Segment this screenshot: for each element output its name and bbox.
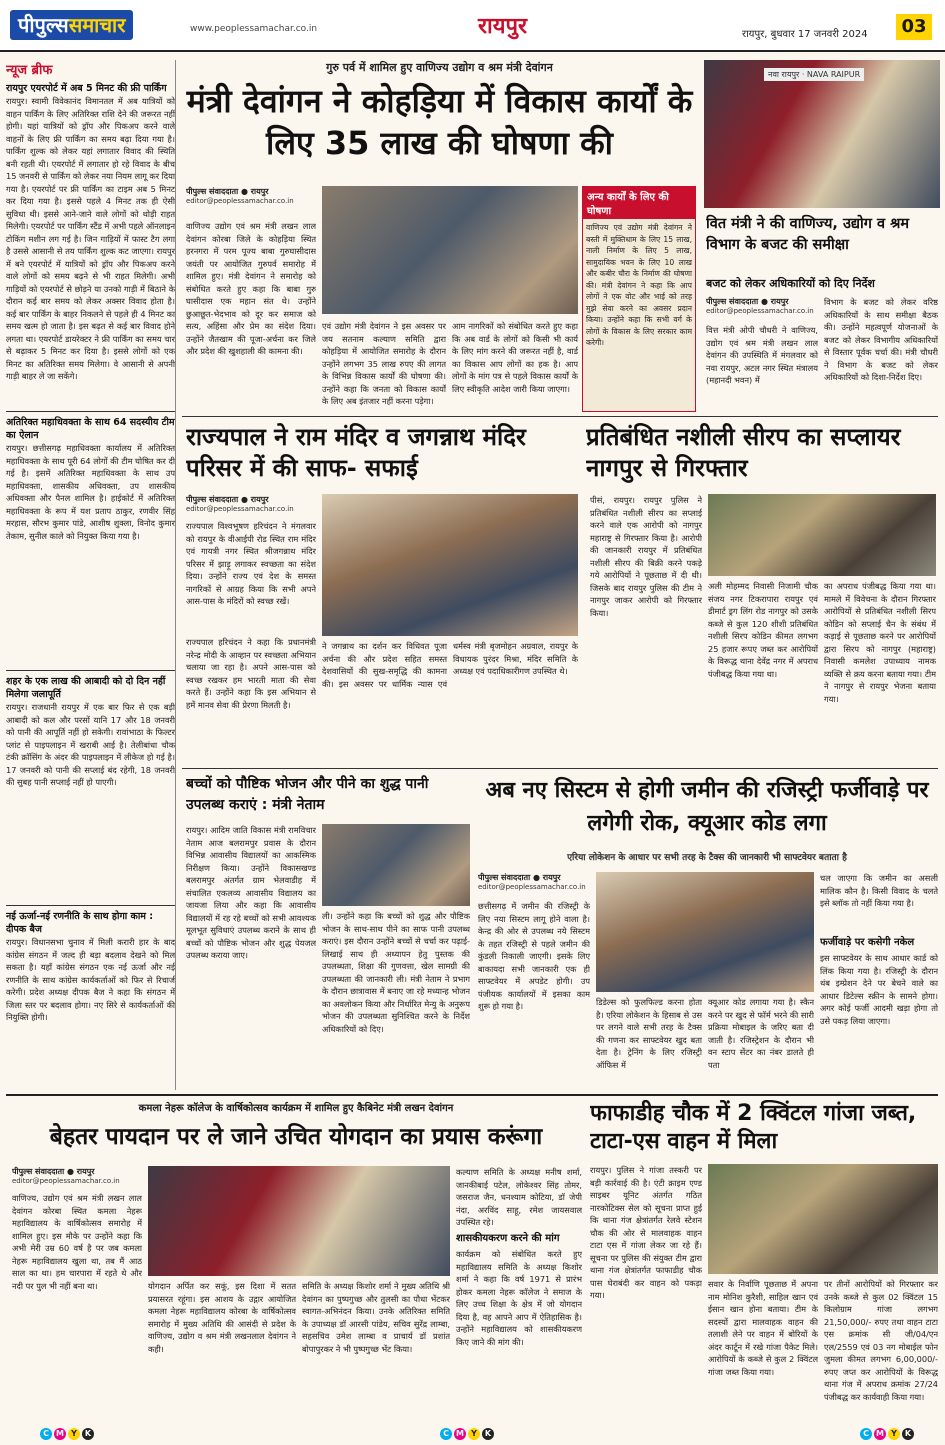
syrup-column-1: पीसं, रायपुर। रायपुर पुलिस ने प्रतिबंधित नशीली सीरप का सप्लाई करने वाले एक आरोपी को नागपुर महाराष्ट्र से गिरफ्तार किया है। आरोपी की जानकारी रायपुर में प्रतिबंधित नशीली सीरप की बिक्री करने पकड़े गये आरोपियों ने पूछताछ में दी थी। जिसके बाद रायपुर पुलिस की टीम ने नागपुर जाकर आरोपी को गिरफ्तार किया।: [590, 495, 702, 618]
lead-sidebox-body: वाणिज्य एवं उद्योग मंत्री देवांगन ने बस्ती में मुक्तिधाम के लिए 15 लाख, नाली निर्माण के लिए 5 लाख, सामुदायिक भवन के लिए 10 लाख और कबीर चौरा के निर्माण की घोषणा की। मंत्री देवांगन ने कहा कि आप लोगों ने एक वोट और भाई को तरह मुझे सेवा करने का अवसर प्रदान किया। उन्होंने कहा कि सभी वर्ग के लोगों के विकास के लिए सरकार काम करेगी।: [586, 223, 692, 347]
lead-sidebox: [582, 186, 696, 412]
college-photo: [148, 1166, 450, 1276]
lead-column-2: एवं उद्योग मंत्री देवांगन ने इस अवसर पर जय सतनाम कल्याण समिति द्वारा कोहड़िया में आयोजित समारोह के दौरान उन्होंने लगभग 35 लाख रुपए की लागत के विभिन्न विकास कार्यों की घोषणा की। उन्होंने कहा कि जनता को विकास कार्यों के लिए अब इंतजार नहीं करना पड़ेगा।: [322, 321, 446, 406]
yellow-mark: Y: [68, 1428, 80, 1440]
news-brief-label: न्यूज ब्रीफ: [6, 63, 53, 78]
divider: [182, 768, 938, 769]
cmyk-marks-left: [40, 1428, 94, 1440]
finance-photo: [704, 60, 940, 208]
lead-sidebox-title: अन्य कार्यों के लिए की घोषणा: [583, 187, 695, 219]
syrup-photo: [708, 494, 936, 576]
ganja-column-2: सवार के निर्वाणि पूछताछ में अपना नाम मोनिश कुरैशी, साहिल खान एवं ईसान खान होना बताया। टीम के सदस्यों द्वारा मालवाहक वाहन की तलाशी लेने पर वाहन में बोरियों के अंदर कार्टून में रखे गांजा पैकेट मिले। आरोपियों के कब्जे से कुल 2 क्विंटल गांजा जब्त किया गया।: [708, 1279, 818, 1377]
cmyk-marks-center: [440, 1428, 494, 1440]
brief-body-4: रायपुर। विधानसभा चुनाव में मिली करारी हार के बाद कांग्रेस संगठन में जल्द ही बड़ा बदलाव देखने को मिल सकता है। यहाँ कांग्रेस संगठन एक नई ऊर्जा और नई रणनीति के साथ कांग्रेस कार्यकर्ताओं को फिर से रिचार्ज करेगी। प्रदेश अध्यक्ष दीपक बैज ने कहा कि संगठन में जिला स्तर पर बदलाव होगा। नए सिरे से कार्यकर्ताओं की नियुक्ति होगी।: [6, 937, 175, 1022]
divider: [182, 416, 938, 417]
news-brief-column: [6, 60, 176, 1090]
college-column-4b: कार्यक्रम को संबोधित करते हुए महाविद्यालय समिति के अध्यक्ष किशोर शर्मा ने कहा कि वर्ष 1971 से प्रारंभ होकर कमला नेहरू कॉलेज ने समाज के लिए उच्च शिक्षा के क्षेत्र में जो योगदान दिया है, वह आपने आप में ऐतिहासिक है। उन्होंने महाविद्यालय को शासकीयकरण किए जाने की मांग की।: [456, 1249, 582, 1347]
divider: [6, 670, 175, 671]
governor-email[interactable]: editor@peoplessamachar.co.in: [186, 505, 294, 513]
lead-column-3: आम नागरिकों को संबोधित करते हुए कहा कि अब वार्ड के लोगों को किसी भी कार्य के लिए मांग करने की जरूरत नहीं है, वार्ड का विकास आप लोगों का हक है। आप लोगों के मांग पत्र से पहले विकास कार्यों के लिए स्वीकृति आदेश जारी किया जाएगा।: [452, 321, 578, 394]
college-email[interactable]: editor@peoplessamachar.co.in: [12, 1177, 120, 1185]
divider: [6, 1094, 938, 1096]
ganja-column-3: पर तीनों आरोपियों को गिरफ्तार कर उनके कब्जे से कुल 02 क्विंटल 15 किलोग्राम गांजा लगभग 21,50,000/- रुपए तथा वाहन टाटा एस क्रमांक सी जी/04/एन एल/2559 एवं 03 नग मोबाईल फोन जुमला कीमत लगभग 6,00,000/- रुपए जप्त कर आरोपियों के विरूद्ध थाना गंज में अपराध क्रमांक 27/24 पंजीबद्ध कर कार्यवाही किया गया।: [824, 1279, 938, 1402]
magenta-mark: M: [54, 1428, 66, 1440]
ganja-photo: [708, 1164, 938, 1274]
children-column-1: रायपुर। आदिम जाति विकास मंत्री रामविचार नेताम आज बलरामपुर प्रवास के दौरान विभिन्न आवासीय विद्यालयों का आकस्मिक निरीक्षण किया। उन्होंने विकासखण्ड बलरामपुर अंतर्गत ग्राम भेलवाडीह में संचालित एकलव्य आवासीय विद्यालय का जायजा लिया और कहा कि आवासीय विद्यालयों में रह रहे बच्चों को सभी आवश्यक मूलभूत सुविधाएं उपलब्ध कराने के साथ ही बच्चों को पौष्टिक भोजन और शुद्ध पेयजल उपलब्ध कराया जाए।: [186, 825, 316, 960]
syrup-headline[interactable]: प्रतिबंधित नशीली सीरप का सप्लायर नागपुर से गिरफ्तार: [586, 423, 901, 482]
brief-title-1: रायपुर एयरपोर्ट में अब 5 मिनट की फ्री पार्किंग: [6, 83, 167, 94]
governor-byline-block: [186, 494, 316, 518]
governor-photo: [322, 494, 578, 636]
lead-kicker: गुरु पर्व में शामिल हुए वाणिज्य उद्योग व श्रम मंत्री देवांगन: [326, 61, 553, 74]
brief-body-1: रायपुर। स्वामी विवेकानंद विमानतल में अब यात्रियों को वाहन पार्किंग के लिए अतिरिक्त राशि देने की जरूरत नहीं होगी। यहां यात्रियों को ड्रॉप और पिकअप करने वाले वाहनों के लिए फ्री पार्किंग का समय बढ़ा दिया गया है। पार्किंग शुल्क को लेकर यहां लगातार विवाद की स्थिति बनी रहती थी। एयरपोर्ट में लगातार हो रहे विवाद के बीच 15 जनवरी से पार्किंग को लेकर नया नियम लागू कर दिया गया है। एयरपोर्ट पर फ्री पार्किंग का टाइम अब 5 मिनट कर दिया गया है। इससे पहले 4 मिनट तक ही ऐसी सुविधा थी। इससे आने-जाने वाले लोगों को थोड़ी राहत मिलेगी। एयरपोर्ट पर पार्किंग स्टैंड में अभी पहले ऑनलाइन टोकिंग मशीन लग गई है। जिन गाड़ियों में फास्ट टैग लगा है उससे आसानी से तय पार्किंग शुल्क कट जाएगा। रायपुर में बने एयरपोर्ट में यात्रियों को ड्रॉप और पिकअप करने वाले लोगों को समय बढ़ने से भी राहत मिलेगी। अभी गाड़ियों को एयरपोर्ट से छोड़ने या उनको गाड़ी में बिठाने के दौरान कई बार समय को लेकर अक्सर विवाद होता है। कई बार पार्किंग के बाहर निकलने से पहले ही 4 मिनट का समय खत्म हो जाता है। इस बढ़त से कई बार विवाद होने लगता था। एयरपोर्ट डायरेक्टर ने फ्री पार्किंग का समय चार से बढ़ाकर 5 मिनट कर दिया है। इससे लोगों को एक मिनट का अतिरिक्त समय मिलेगा। वे आसानी से अपनी गाड़ी बाहर ले जा सकेंगे।: [6, 96, 175, 381]
syrup-column-2: अली मोहम्मद निवासी निजामी चौक संजय नगर टिकरापारा रायपुर एवं डीमार्ट ड्रग लिंग रोड नागपुर को उसके कब्जे से कुल 120 शीशी प्रतिबंधित नशीली सिरप कोडिन कीमत लगभग 25 हजार रूपए जब्त कर आरोपियों के विरूद्ध थाना देवेंद्र नगर में अपराध पंजीबद्ध किया गया था।: [708, 581, 818, 679]
finance-body-1: वित्त मंत्री ओपी चौधरी ने वाणिज्य, उद्योग एवं श्रम मंत्री लखन लाल देवांगन की उपस्थिति में मंगलवार को नवा रायपुर, अटल नगर स्थित मंत्रालय (महानदी भवन) में: [706, 325, 818, 385]
college-column-2: योगदान अर्पित कर सकूं, इस दिशा में सतत प्रयासरत रहूंगा। इस आशय के उद्गार आयोजित कमला नेहरू महाविद्यालय कोरबा के वार्षिकोत्सव समारोह में मुख्य अतिथि की आसंदी से प्रदेश के वाणिज्य, उद्योग व श्रम मंत्री लखनलाल देवांगन ने कही।: [148, 1281, 296, 1354]
registry-photo: [596, 872, 814, 992]
cyan-mark: C: [40, 1428, 52, 1440]
college-subhead: शासकीयकरण करने की मांग: [456, 1233, 560, 1244]
lead-email[interactable]: editor@peoplessamachar.co.in: [186, 197, 294, 205]
lead-byline-block: [186, 186, 316, 216]
children-photo: [322, 824, 470, 906]
divider: [6, 411, 175, 412]
lead-column-1: वाणिज्य उद्योग एवं श्रम मंत्री लखन लाल देवांगन कोरबा जिले के कोहड़िया स्थित हरनगरा में परम पूज्य बाबा गुरुघासीदास जयंती पर आयोजित गुरुपर्व समारोह में शामिल हुए। मंत्री देवांगन ने समारोह को संबोधित करते हुए कहा कि बाबा गुरु घासीदास एक महान संत थे। उन्होंने छुआछूत-भेदभाव को दूर कर समाज को सत्य, अहिंसा और प्रेम का संदेश दिया। उन्होंने जैतखाम की पूजा-अर्चना कर जिले और प्रदेश की खुशहाली की कामना की।: [186, 221, 316, 356]
brief-title-2: अतिरिक्त महाधिवक्ता के साथ 64 सदस्यीय टीम का ऐलान: [6, 417, 175, 441]
college-column-3: समिति के अध्यक्ष किशोर शर्मा ने मुख्य अतिथि श्री देवांगन का पुष्पगुच्छ और तुलसी का पौधा भेंटकर स्वागत-अभिनंदन किया। उनके अतिरिक्त समिति के उपाध्यक्ष डॉ आरसी पांडेय, सचिव सुरेंद्र लाम्बा, सहसचिव उमेश लाम्बा व प्राचार्य डॉ प्रशांत बोपापुरकर ने भी पुष्पगुच्छ भेंट किया।: [302, 1281, 450, 1354]
college-byline-block: [12, 1166, 142, 1190]
registry-column-5: चल जाएगा कि जमीन का असली मालिक कौन है। किसी विवाद के चलते इसे ब्लॉक तो नहीं किया गया है।: [820, 873, 938, 908]
governor-byline: पीपुल्स संवाददाता ● रायपुर: [186, 495, 269, 504]
brief-body-3: रायपुर। राजधानी रायपुर में एक बार फिर से एक बड़ी आबादी को कल और परसों यानि 17 और 18 जनवरी को पानी की आपूर्ति नहीं हो सकेगी। रावांभाठा के फिल्टर प्लांट से पाइपलाइन में खराबी आई है। तेलीबांधा चौक टंकी क्रॉसिंग के अंदर की पाइपलाइन में लीकेज हो गई है। 17 जनवरी को पानी की सप्लाई बंद रहेगी, 18 जनवरी की सुबह पानी सप्लाई नहीं हो पाएगी।: [6, 702, 175, 787]
lead-headline[interactable]: मंत्री देवांगन ने कोहड़िया में विकास कार्यों के लिए 35 लाख की घोषणा की: [186, 82, 693, 162]
registry-column-3: डिडेल्स को फुलफिल्ड करना होता है। एरिया लोकेशन के हिसाब से उस पर लगने वाले सभी तरह के टैक्स की गणना कर साफ्टवेयर खुद बता देता है। ट्रेनिंग के लिए रजिस्ट्री ऑफिस में: [596, 997, 702, 1070]
college-column-1: वाणिज्य, उद्योग एवं श्रम मंत्री लखन लाल देवांगन कोरबा स्थित कमला नेहरू महाविद्यालय के वार्षिकोत्सव समारोह में शामिल हुए। इस मौके पर उन्होंने कहा कि अभी मेरी उम्र 60 वर्ष है पर जब कमला नेहरू महाविद्यालय खुला था, तब मैं आठ साल का था। हम चारपारा में रहते थे और नदी पर पुल भी नहीं बना था।: [12, 1193, 142, 1291]
finance-byline: पीपुल्स संवाददाता ● रायपुर: [706, 297, 789, 306]
logo-left: पीपुल्स: [18, 13, 69, 37]
brief-body-2: रायपुर। छत्तीसगढ़ महाधिवक्ता कार्यालय में अतिरिक्त महाधिवक्ता के साथ पूरी 64 लोगों की टीम घोषित कर दी गई है। इसमें अतिरिक्त महाधिवक्ता के साथ उप महाधिवक्ता, शासकीय अधिवक्ता, उप शासकीय अधिवक्ता और पैनल शामिल है। हाईकोर्ट में अतिरिक्त महाधिवक्ता के रूप में यश प्रताप ठाकुर, रणवीर सिंह मरहास, सौरभ कुमार पांडे, आशीष शुक्ला, विनोद कुमार तेकाम, सुनील काले को नियुक्त किया गया है।: [6, 443, 175, 541]
finance-photo-sign: नवा रायपुर · NAVA RAIPUR: [764, 68, 864, 81]
page-number: 03: [896, 14, 932, 40]
black-mark: K: [482, 1428, 494, 1440]
registry-email[interactable]: editor@peoplessamachar.co.in: [478, 883, 586, 891]
yellow-mark: Y: [888, 1428, 900, 1440]
lead-photo: [322, 186, 578, 314]
magenta-mark: M: [874, 1428, 886, 1440]
lead-byline: पीपुल्स संवाददाता ● रायपुर: [186, 187, 269, 196]
governor-headline[interactable]: राज्यपाल ने राम मंदिर व जगन्नाथ मंदिर परिसर में की साफ- सफाई: [186, 423, 526, 482]
city-title: रायपुर: [478, 14, 527, 39]
cyan-mark: C: [860, 1428, 872, 1440]
finance-email[interactable]: editor@peoplessamachar.co.in: [706, 307, 814, 315]
brief-title-4: नई ऊर्जा-नई रणनीति के साथ होगा काम : दीपक बैज: [6, 911, 154, 935]
children-headline[interactable]: बच्चों को पौष्टिक भोजन और पीने का शुद्ध पानी उपलब्ध कराएं : मंत्री नेताम: [186, 776, 429, 813]
governor-column-1: राज्यपाल विश्वभूषण हरिचंदन ने मंगलवार को रायपुर के वीआईपी रोड स्थित राम मंदिर एवं गायत्री नगर स्थित श्रीजगन्नाथ मंदिर परिसर में झाड़ू लगाकर स्वच्छता का संदेश दिया। उन्होंने राज्य एवं देश के समस्त नागरिकों से आग्रह किया कि सभी अपने आस-पास के मंदिरों को स्वच्छ रखें।: [186, 521, 316, 606]
registry-deck: एरिया लोकेशन के आधार पर सभी तरह के टैक्स की जानकारी भी साफ्टवेयर बताता है: [567, 853, 847, 863]
cmyk-marks-right: [860, 1428, 914, 1440]
syrup-column-3: का अपराध पंजीबद्ध किया गया था। मामले में विवेचना के दौरान गिरफ्तार आरोपियों से प्रतिबंधित नशीली सिरप कोडिन को सप्लाई चैन के संबंध में कड़ाई से पूछताछ करने पर आरोपियों द्वारा सिरप को नागपुर (महाराष्ट्र) निवासी कमलेश उपाध्याय नामक व्यक्ति से क्रय करना बताया गया। टीम ने नागपुर से रायपुर भेजना बताया गया।: [824, 581, 936, 704]
registry-column-4: क्यूआर कोड लगाया गया है। स्कैन करने पर खुद से फॉर्म भरने की सारी प्रक्रिया मोबाइल के जरिए बता दी जाती है। रजिस्ट्रेशन के दौरान भी वन स्टाप सेंटर का नंबर डालते ही पता: [708, 997, 814, 1070]
college-headline[interactable]: बेहतर पायदान पर ले जाने उचित योगदान का प्रयास करूंगा: [49, 1124, 543, 1150]
governor-caption: ने जगन्नाथ का दर्शन कर विधिवत पूजा अर्चना की और प्रदेश सहित समस्त देशवासियों की सुख-समृद्धि की कामना की। इस अवसर पर धार्मिक न्यास एवं धर्मस्व मंत्री बृजमोहन अग्रवाल, रायपुर के विधायक पुरंदर मिश्रा, मंदिर समिति के अध्यक्ष एवं पदाधिकारीगण उपस्थित थे।: [322, 641, 578, 689]
masthead: [0, 0, 945, 52]
college-kicker: कमला नेहरू कॉलेज के वार्षिकोत्सव कार्यक्रम में शामिल हुए कैबिनेट मंत्री लखन देवांगन: [138, 1103, 454, 1114]
magenta-mark: M: [454, 1428, 466, 1440]
website-url[interactable]: www.peoplessamachar.co.in: [190, 24, 318, 34]
registry-column-5b: इस साफ्टवेयर के साथ आधार कार्ड को लिंक किया गया है। रजिस्ट्री के दौरान थंब इम्प्रेशन देने पर बेचने वाले का आधार डिटेल्स स्क्रीन के सामने होगा। अगर कोई फर्जी आदमी खड़ा होगा तो उसे पकड़ लिया जाएगा।: [820, 953, 938, 1026]
finance-body-2: विभाग के बजट को लेकर वरिष्ठ अधिकारियों के साथ समीक्षा बैठक की। उन्होंने महत्वपूर्ण योजनाओं के बजट को लेकर विभागीय अधिकारियों से विस्तार पूर्वक चर्चा की। मंत्री चौधरी ने विभाग के बजट को लेकर अधिकारियों को दिशा-निर्देश दिए।: [824, 297, 938, 382]
ganja-column-1: रायपुर। पुलिस ने गांजा तस्करी पर बड़ी कार्रवाई की है। एंटी क्राइम एण्ड साइबर यूनिट अंतर्गत गठित नारकोटिक्स सेल को सूचना प्राप्त हुई कि थाना गंज क्षेत्रांतर्गत रेलवे स्टेशन चौक की ओर से मालवाहक वाहन टाटा एस में गांजा लेकर जा रहे हैं। सूचना पर पुलिस की संयुक्त टीम द्वारा थाना गंज क्षेत्रांतर्गत फाफाडीह चौक पास घेराबंदी कर वाहन को पकड़ा गया।: [590, 1165, 702, 1300]
college-column-4: कल्याण समिति के अध्यक्ष मनीष शर्मा, जानकीबाई पटेल, लोकेश्वर सिंह तोमर, जसराज जैन, धनश्याम कोटिया, डॉ जेपी नंदा, अरविंद साहू, रमेश जायसवाल उपस्थित रहे।: [456, 1167, 582, 1227]
registry-subhead: फर्जीवाड़े पर कसेगी नकेल: [820, 937, 915, 948]
college-byline: पीपुल्स संवाददाता ● रायपुर: [12, 1167, 95, 1176]
governor-column-2: राज्यपाल हरिचंदन ने कहा कि प्रधानमंत्री नरेन्द्र मोदी के आव्हान पर स्वच्छता अभियान चलाया जा रहा है। अपने आस-पास को स्वच्छ रखकर हम भारती माता की सेवा करते हैं। उन्होंने कहा कि इस अभियान से हमें मानव सेवा की प्रेरणा मिलती है।: [186, 637, 316, 710]
divider: [6, 905, 175, 906]
issue-date: रायपुर, बुधवार 17 जनवरी 2024: [742, 29, 868, 40]
registry-byline-block: [478, 872, 590, 896]
black-mark: K: [902, 1428, 914, 1440]
finance-headline[interactable]: वित मंत्री ने की वाणिज्य, उद्योग व श्रम विभाग के बजट की समीक्षा: [706, 216, 910, 253]
logo-right: समाचार: [68, 13, 126, 37]
ganja-headline[interactable]: फाफाडीह चौक में 2 क्विंटल गांजा जब्त, टाटा-एस वाहन में मिला: [590, 1101, 917, 1154]
registry-headline[interactable]: अब नए सिस्टम से होगी जमीन की रजिस्ट्री फर्जीवाड़े पर लगेगी रोक, क्यूआर कोड लगा: [485, 778, 929, 836]
black-mark: K: [82, 1428, 94, 1440]
cyan-mark: C: [440, 1428, 452, 1440]
newspaper-logo[interactable]: [10, 10, 133, 40]
finance-deck: बजट को लेकर अधिकारियों को दिए निर्देश: [706, 277, 875, 290]
registry-column-1: छत्तीसगढ़ में जमीन की रजिस्ट्री के लिए नया सिस्टम लागू होने वाला है। केन्द्र की ओर से उपलब्ध नये सिस्टम के तहत रजिस्ट्री से पहले जमीन की कुंडली निकाली जाएगी। इसके लिए बाकायदा सभी जानकारी एक ही साफ्टवेयर में अपडेट होगी। उप पंजीयक कार्यालयों में इसका काम शुरू हो गया है।: [478, 901, 590, 1011]
finance-byline-block: [706, 296, 818, 322]
brief-title-3: शहर के एक लाख की आबादी को दो दिन नहीं मिलेगा जलापूर्ति: [6, 676, 166, 700]
yellow-mark: Y: [468, 1428, 480, 1440]
registry-byline: पीपुल्स संवाददाता ● रायपुर: [478, 873, 561, 882]
children-column-2: ली। उन्होंने कहा कि बच्चों को शुद्ध और पौष्टिक भोजन के साथ-साथ पीने का साफ पानी उपलब्ध कराएं। इस दौरान उन्होंने बच्चों से चर्चा कर पढ़ाई-लिखाई साथ ही अध्यापन हेतु पुस्तक की उपलब्धता, शिक्षा की गुणवत्ता, खेल सामग्री की उपलब्धता की जानकारी ली। मंत्री नेताम ने प्रभाग के दौरान छात्रावास में बनाए जा रहे मध्यान्ह भोजन का अवलोकन किया और निर्धारित मेन्यु के अनुरूप भोजन की उपलब्धता सुनिश्चित करने के निर्देश अधिकारियों को दिए।: [322, 911, 470, 1034]
